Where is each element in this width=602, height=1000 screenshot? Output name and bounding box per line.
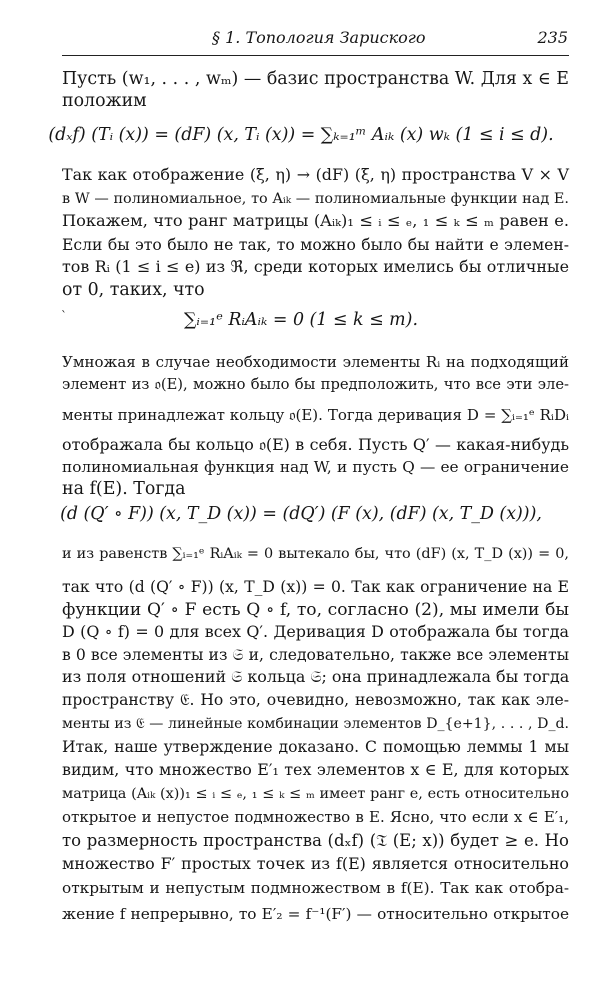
text-line: то размерность пространства (dₓf) (𝔗 (E; x)) будет ≥ e. Но [62,831,569,850]
text-line: на f(E). Тогда [62,479,186,499]
text-line: Пусть (w₁, . . . , wₘ) — базис пространства W. Для x ∈ E [62,69,569,89]
text-line: полиномиальная функция над W, и пусть Q — ее ограничение [62,458,569,476]
equation: (dₓf) (Tᵢ (x)) = (dF) (x, Tᵢ (x)) = ∑ₖ₌₁ᵐ Aᵢₖ (x) wₖ (1 ≤ i ≤ d). [48,125,554,145]
text-line: отображала бы кольцо 𝔬(E) в себя. Пусть Q′ — какая-нибудь [62,435,569,454]
text-line: открытое и непустое подмножество в E. Ясно, что если x ∈ E′₁, [62,808,569,826]
text-line: так что (d (Q′ ∘ F)) (x, T_D (x)) = 0. Так как ограничение на E [62,578,569,596]
text-line: и из равенств ∑ᵢ₌₁ᵉ RᵢAᵢₖ = 0 вытекало бы, что (dF) (x, T_D (x)) = 0, [62,546,569,562]
text-line: Умножая в случае необходимости элементы Rᵢ на подходящий [62,353,569,371]
text-line: из поля отношений 𝔖 кольца 𝔖; она принадлежала бы тогда [62,667,570,686]
text-line: D (Q ∘ f) = 0 для всех Q′. Деривация D отображала бы тогда [62,622,569,641]
text-line: Итак, наше утверждение доказано. С помощью леммы 1 мы [62,738,569,756]
text-line: от 0, таких, что [62,280,205,300]
page-header [64,28,568,52]
text-line: функции Q′ ∘ F есть Q ∘ f, то, согласно (2), мы имели бы [62,600,569,620]
text-line: видим, что множество E′₁ тех элементов x ∈ E, для которых [62,760,569,779]
text-line: менты из 𝔈 — линейные комбинации элементов D_{e+1}, . . . , D_d. [62,716,569,732]
text-line: жение f непрерывно, то E′₂ = f⁻¹(F′) — относительно открытое [62,905,569,923]
text-line: матрица (Aᵢₖ (x))₁ ≤ ᵢ ≤ ₑ, ₁ ≤ ₖ ≤ ₘ имеет ранг e, есть относительно [62,786,569,802]
equation: (d (Q′ ∘ F)) (x, T_D (x)) = (dQ′) (F (x), (dF) (x, T_D (x))), [60,504,542,524]
page-number: 235 [537,28,568,47]
text-line: положим [62,91,147,111]
text-line: Так как отображение (ξ, η) → (dF) (ξ, η) пространства V × V [62,165,569,184]
text-line: открытым и непустым подмножеством в f(E). Так как отобра- [62,879,569,897]
text-line: Если бы это было не так, то можно было бы найти e элемен- [62,236,569,254]
text-line: в W — полиномиальное, то Aᵢₖ — полиномиальные функции над E. [62,191,569,207]
text-line: множество F′ простых точек из f(E) является относительно [62,854,569,873]
text-line: тов Rᵢ (1 ≤ i ≤ e) из ℜ, среди которых имелись бы отличные [62,257,569,276]
running-title: § 1. Топология Зариского [212,28,426,47]
stray-mark: ˋ [61,309,67,323]
text-line: в 0 все элементы из 𝔖 и, следовательно, также все элементы [62,646,569,664]
text-line: Покажем, что ранг матрицы (Aᵢₖ)₁ ≤ ᵢ ≤ ₑ, ₁ ≤ ₖ ≤ ₘ равен e. [62,211,569,230]
text-line: менты принадлежат кольцу 𝔬(E). Тогда деривация D = ∑ᵢ₌₁ᵉ RᵢDᵢ [62,406,569,424]
equation: ∑ᵢ₌₁ᵉ RᵢAᵢₖ = 0 (1 ≤ k ≤ m). [184,310,418,330]
header-rule [62,55,569,56]
text-line: элемент из 𝔬(E), можно было бы предположить, что все эти эле- [62,376,569,393]
text-line: пространству 𝔈. Но это, очевидно, невозможно, так как эле- [62,691,569,709]
